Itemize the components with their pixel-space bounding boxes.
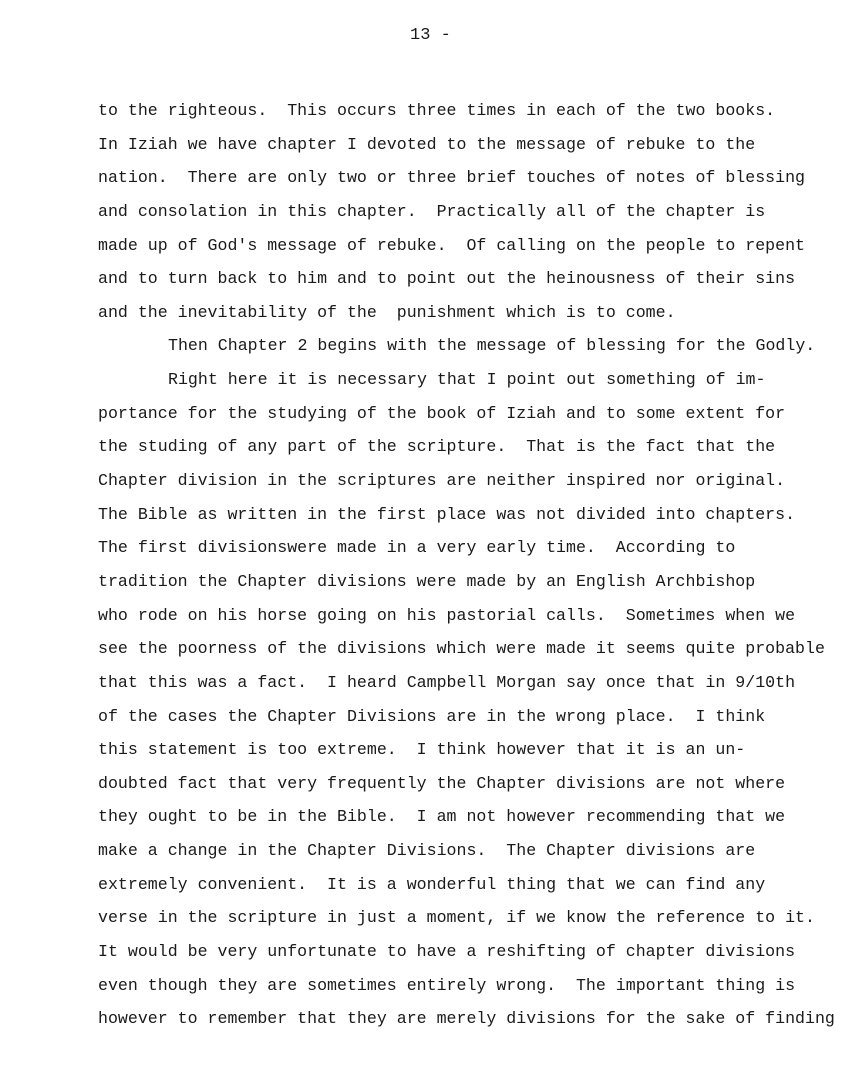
text-line: extremely convenient. It is a wonderful thing that we can find any: [98, 874, 766, 894]
text-line: Chapter division in the scriptures are neither inspired nor original.: [98, 471, 786, 491]
page-number: 13 -: [410, 26, 451, 45]
text-line: who rode on his horse going on his pastorial calls. Sometimes when we: [98, 605, 796, 625]
text-line: It would be very unfortunate to have a reshifting of chapter divisions: [98, 942, 796, 962]
text-line: made up of God's message of rebuke. Of calling on the people to repent: [98, 235, 806, 255]
text-line: they ought to be in the Bible. I am not however recommending that we: [98, 807, 786, 827]
text-line: that this was a fact. I heard Campbell Morgan say once that in 9/10th: [98, 672, 796, 692]
text-line: Right here it is necessary that I point out something of im-: [168, 370, 766, 390]
text-line: and the inevitability of the punishment which is to come.: [98, 302, 676, 322]
text-line: see the poorness of the divisions which were made it seems quite probable: [98, 639, 825, 659]
text-line: The Bible as written in the first place was not divided into chapters.: [98, 504, 796, 524]
text-line: portance for the studying of the book of Iziah and to some extent for: [98, 403, 786, 423]
text-line: the studing of any part of the scripture. That is the fact that the: [98, 437, 776, 457]
text-line: Then Chapter 2 begins with the message of blessing for the Godly.: [168, 336, 816, 356]
text-line: to the righteous. This occurs three times in each of the two books.: [98, 101, 776, 120]
text-line: this statement is too extreme. I think however that it is an un-: [98, 740, 746, 760]
document-body: [98, 94, 858, 1036]
text-line: however to remember that they are merely divisions for the sake of finding: [98, 1009, 835, 1029]
text-line: make a change in the Chapter Divisions. The Chapter divisions are: [98, 841, 756, 861]
text-line: and to turn back to him and to point out the heinousness of their sins: [98, 269, 796, 289]
text-line: In Iziah we have chapter I devoted to the message of rebuke to the: [98, 134, 756, 154]
text-line: tradition the Chapter divisions were made by an English Archbishop: [98, 571, 756, 591]
text-line: verse in the scripture in just a moment, if we know the reference to it.: [98, 908, 815, 928]
text-line: nation. There are only two or three brief touches of notes of blessing: [98, 168, 806, 188]
text-line: and consolation in this chapter. Practically all of the chapter is: [98, 201, 766, 221]
text-line: even though they are sometimes entirely wrong. The important thing is: [98, 975, 796, 995]
text-line: doubted fact that very frequently the Chapter divisions are not where: [98, 773, 786, 793]
text-line: of the cases the Chapter Divisions are in the wrong place. I think: [98, 706, 766, 726]
text-line: The first divisionswere made in a very early time. According to: [98, 538, 736, 558]
